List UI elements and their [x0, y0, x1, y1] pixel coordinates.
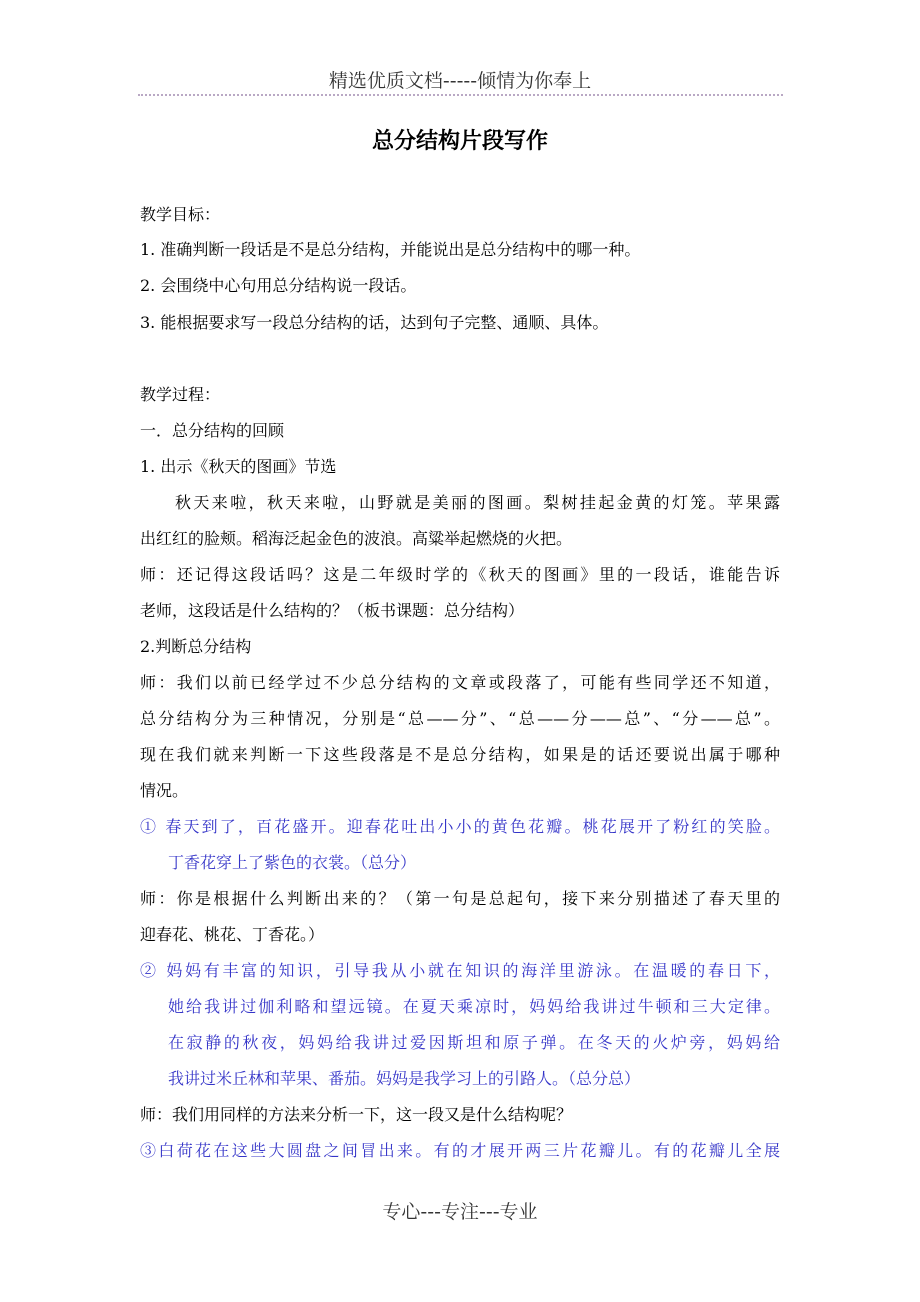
text-line: 师：你是根据什么判断出来的？（第一句是总起句，接下来分别描述了春天里的	[140, 889, 780, 908]
text-line: 师：我们以前已经学过不少总分结构的文章或段落了，可能有些同学还不知道，	[140, 673, 780, 692]
example-paragraph-line: 她给我讲过伽利略和望远镜。在夏天乘凉时，妈妈给我讲过牛顿和三大定律。	[168, 997, 780, 1016]
text-line: 情况。	[140, 781, 189, 800]
text-line: 师：还记得这段话吗？这是二年级时学的《秋天的图画》里的一段话，谁能告诉	[140, 565, 780, 584]
example-paragraph-line: ① 春天到了，百花盛开。迎春花吐出小小的黄色花瓣。桃花展开了粉红的笑脸。	[140, 817, 780, 836]
text-line: 秋天来啦，秋天来啦，山野就是美丽的图画。梨树挂起金黄的灯笼。苹果露	[175, 493, 780, 512]
text-line: 迎春花、桃花、丁香花。）	[140, 925, 325, 944]
example-paragraph-line: 在寂静的秋夜，妈妈给我讲过爱因斯坦和原子弹。在冬天的火炉旁，妈妈给	[168, 1033, 780, 1052]
text-line: 1. 准确判断一段话是不是总分结构，并能说出是总分结构中的哪一种。	[140, 240, 641, 259]
text-line: 老师，这段话是什么结构的？（板书课题：总分结构）	[140, 601, 525, 620]
text-line: 教学目标：	[140, 205, 221, 224]
text-line: 3. 能根据要求写一段总分结构的话，达到句子完整、通顺、具体。	[140, 313, 609, 332]
text-line: 总分结构分为三种情况，分别是“总——分”、“总——分——总”、“分——总”。	[140, 709, 780, 728]
text-line: 出红红的脸颊。稻海泛起金色的波浪。高粱举起燃烧的火把。	[140, 529, 573, 548]
example-paragraph-line: 丁香花穿上了紫色的衣裳。（总分）	[168, 853, 417, 872]
text-line: 2.判断总分结构	[140, 637, 252, 656]
example-paragraph-line: 我讲过米丘林和苹果、番茄。妈妈是我学习上的引路人。（总分总）	[168, 1069, 641, 1088]
text-line: 一．总分结构的回顾	[140, 421, 285, 440]
document-title: 总分结构片段写作	[371, 129, 548, 154]
header-divider	[138, 94, 783, 96]
text-line: 2. 会围绕中心句用总分结构说一段话。	[140, 276, 417, 295]
text-line: 1. 出示《秋天的图画》节选	[140, 457, 337, 476]
example-paragraph-line: ② 妈妈有丰富的知识，引导我从小就在知识的海洋里游泳。在温暖的春日下，	[140, 961, 780, 980]
text-line: 师：我们用同样的方法来分析一下，这一段又是什么结构呢？	[140, 1105, 573, 1124]
text-line: 教学过程：	[140, 385, 221, 404]
page-header: 精选优质文档-----倾情为你奉上	[328, 70, 592, 92]
text-line: 现在我们就来判断一下这些段落是不是总分结构，如果是的话还要说出属于哪种	[140, 745, 780, 764]
example-paragraph-line: ③白荷花在这些大圆盘之间冒出来。有的才展开两三片花瓣儿。有的花瓣儿全展	[140, 1141, 780, 1160]
page-footer: 专心---专注---专业	[382, 1201, 538, 1223]
